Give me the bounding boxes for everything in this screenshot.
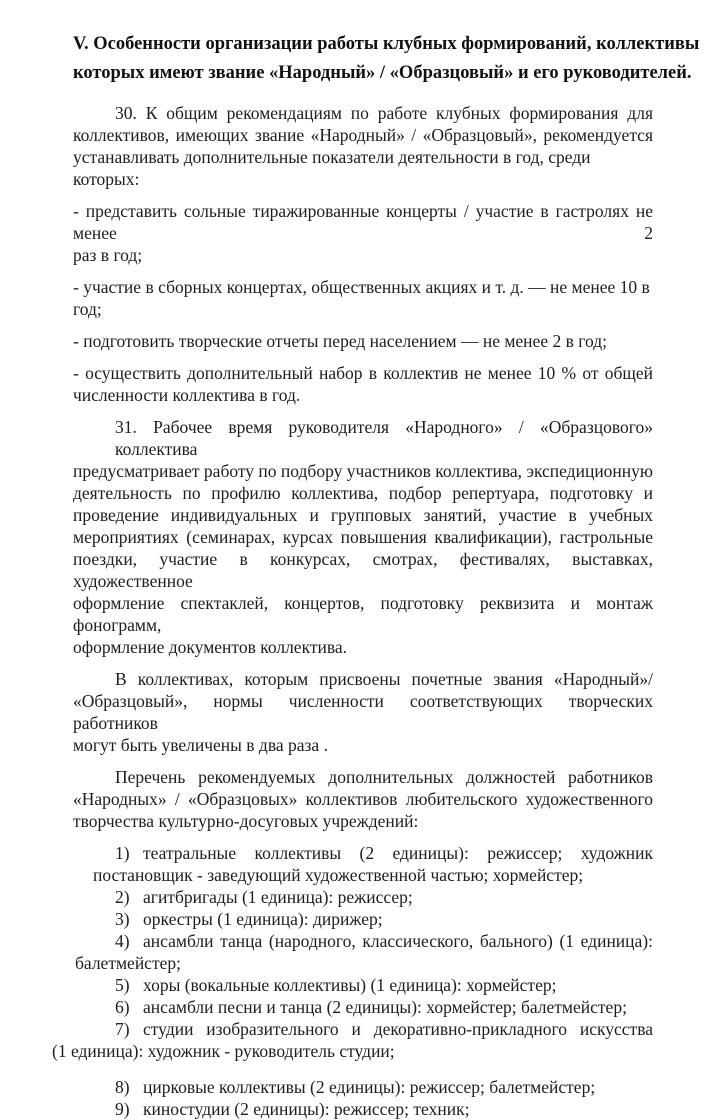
list-item-text: ансамбли танца (народного, классического, бального) (1 единица):	[143, 931, 653, 951]
heading-line: которых имеют звание «Народный» / «Образцовый» и его руководителей.	[73, 63, 692, 83]
text-line	[73, 1076, 653, 1098]
text-line: коллективов, имеющих звание «Народный» / «Образцовый», рекомендуется	[73, 125, 653, 145]
list-item-number: 3)	[115, 909, 130, 929]
text-line: - представить сольные тиражированные концерты / участие в гастролях не менее 2	[73, 201, 653, 243]
heading-line: V. Особенности организации работы клубных формирований, коллективы	[73, 34, 700, 54]
text-line: - подготовить творческие отчеты перед населением — не менее 2 в год;	[73, 331, 607, 351]
text-line: - осуществить дополнительный набор в коллектив не менее 10 % от общей	[73, 363, 653, 383]
text-line: В коллективах, которым присвоены почетные звания «Народный»/	[115, 669, 653, 689]
list-item-text: агитбригады (1 единица): режиссер;	[143, 887, 413, 907]
list-item-number: 5)	[115, 975, 130, 995]
text-line: устанавливать дополнительные показатели деятельности в год, среди которых:	[73, 147, 591, 189]
list-item-number: 4)	[115, 931, 130, 951]
text-line: деятельность по профилю коллектива, подбор репертуара, подготовку и	[73, 483, 653, 503]
text-line: Перечень рекомендуемых дополнительных должностей работников	[115, 767, 653, 787]
text-line: (1 единица): художник - руководитель студии;	[52, 1041, 395, 1061]
list-item	[73, 996, 653, 1018]
list-item-number: 6)	[115, 997, 130, 1017]
positions-list	[52, 842, 653, 1120]
para-31	[73, 416, 653, 658]
para-30	[73, 102, 653, 190]
text-line: оформление документов коллектива.	[73, 637, 348, 657]
list-item-number: 7)	[115, 1019, 130, 1039]
bullet-recruitment	[73, 362, 653, 406]
text-line	[73, 908, 653, 930]
text-line: поездки, участие в конкурсах, смотрах, фестивалях, выставках, художественное	[73, 549, 653, 591]
para-positions-intro	[73, 766, 653, 832]
bullet-solo-concerts	[73, 200, 653, 266]
list-item-text: ансамбли песни и танца (2 единицы): хормейстер; балетмейстер;	[143, 997, 627, 1017]
list-item-text: хоры (вокальные коллективы) (1 единица): хормейстер;	[143, 975, 557, 995]
list-item-text: цирковые коллективы (2 единицы): режиссер; балетмейстер;	[143, 1077, 596, 1097]
text-line: - участие в сборных концертах, общественных акциях и т. д. — не менее 10 в год;	[73, 277, 650, 319]
text-line: мероприятиях (семинарах, курсах повышения квалификации), гастрольные	[73, 527, 653, 547]
text-line	[73, 930, 653, 952]
list-item-number: 2)	[115, 887, 130, 907]
text-line: постановщик - заведующий художественной частью; хормейстер;	[93, 865, 584, 885]
para-honorary-titles	[73, 668, 653, 756]
list-item	[73, 908, 653, 930]
text-line: численности коллектива в год.	[73, 385, 301, 405]
text-line	[73, 996, 653, 1018]
text-line: 31. Рабочее время руководителя «Народного» / «Образцового» коллектива	[115, 417, 653, 459]
list-item	[73, 842, 653, 886]
list-item	[73, 1098, 653, 1120]
bullet-public-events	[73, 276, 653, 320]
text-line: раз в год;	[73, 245, 143, 265]
text-line: предусматривает работу по подбору участников коллектива, экспедиционную	[73, 461, 653, 481]
list-item-number: 8)	[115, 1077, 130, 1097]
list-item-text: театральные коллективы (2 единицы): режиссер; художник	[143, 843, 653, 863]
text-line: проведение индивидуальных и групповых занятий, участие в учебных	[73, 505, 653, 525]
list-item-text: оркестры (1 единица): дирижер;	[143, 909, 383, 929]
list-item	[73, 974, 653, 996]
list-item	[73, 886, 653, 908]
list-item-text: студии изобразительного и декоративно-прикладного искусства	[143, 1019, 653, 1039]
text-line: творчества культурно-досуговых учреждений:	[73, 811, 419, 831]
list-item	[73, 1076, 653, 1098]
text-line	[73, 886, 653, 908]
document-body	[52, 102, 653, 1120]
list-item-text: киностудии (2 единицы): режиссер; техник;	[143, 1099, 470, 1119]
list-item-number: 9)	[115, 1099, 130, 1119]
text-line	[73, 974, 653, 996]
text-line	[73, 842, 653, 864]
list-item	[73, 930, 653, 974]
list-item	[52, 1018, 653, 1062]
text-line: оформление спектаклей, концертов, подготовку реквизита и монтаж фонограмм,	[73, 593, 653, 635]
text-line	[73, 1098, 653, 1120]
text-line: балетмейстер;	[75, 953, 181, 973]
text-line: 30. К общим рекомендациям по работе клубных формирования для	[115, 103, 653, 123]
list-item-number: 1)	[115, 843, 130, 863]
text-line: «Народных» / «Образцовых» коллективов любительского художественного	[73, 789, 653, 809]
text-line	[73, 1018, 653, 1040]
bullet-creative-reports	[73, 330, 653, 352]
section-heading	[73, 30, 700, 88]
text-line: «Образцовый», нормы численности соответствующих творческих работников	[73, 691, 653, 733]
text-line: могут быть увеличены в два раза .	[73, 735, 328, 755]
